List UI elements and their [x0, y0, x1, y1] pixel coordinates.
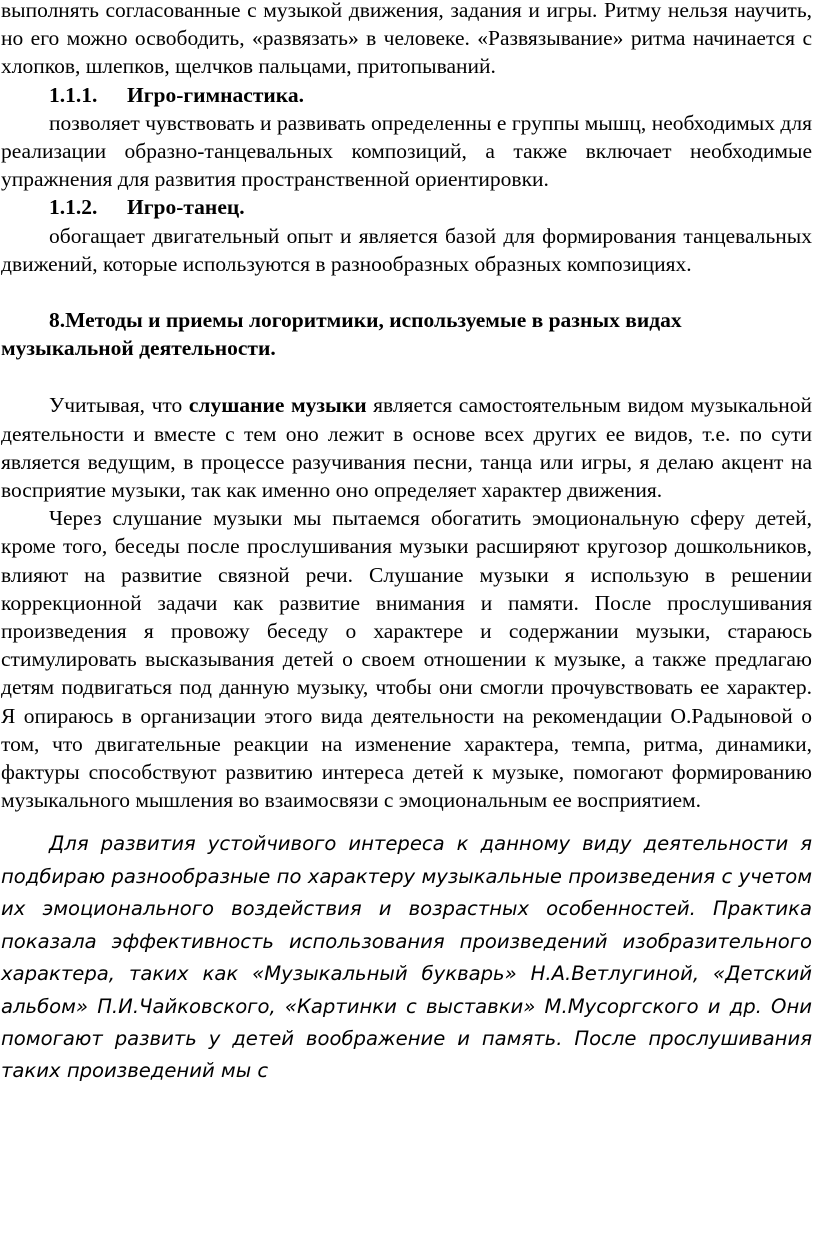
section-heading-line-2: музыкальной деятельности.	[1, 336, 276, 361]
listening-suffix: является самостоятельным видом музыкальной деятельности и вместе с тем оно лежит в основе всех других ее видов, т.е. по сути является ведущим, в процессе разучивания песни, танца или игры, я делаю акцент на восприятие музыки, так как именно оно определяет характер движения.	[1, 393, 812, 503]
subsection-heading-1-1-1	[1, 81, 812, 109]
listening-bold-term: слушание музыки	[188, 393, 367, 418]
subsection-number: 1.1.1.	[49, 82, 98, 107]
section-heading-line-1: 8.Методы и приемы логоритмики, используемые в разных видах	[49, 308, 682, 333]
subsection-number: 1.1.2.	[49, 195, 98, 220]
subsection-heading-1-1-2	[1, 193, 812, 221]
paragraph-intro: выполнять согласованные с музыкой движения, задания и игры. Ритму нельзя научить, но его можно освободить, «развязать» в человеке. «Развязывание» ритма начинается с хлопков, шлепков, щелчков пальцами, притопываний.	[1, 0, 812, 79]
subsection-title: Игро-танец.	[127, 195, 245, 220]
paragraph-listening	[1, 391, 812, 504]
paragraph-dance: обогащает двигательный опыт и является базой для формирования танцевальных движений, которые используются в разнообразных образных композициях.	[1, 223, 812, 276]
paragraph-gymnastics: позволяет чувствовать и развивать определенны е группы мышц, необходимых для реализации образно-танцевальных композиций, а также включает необходимые упражнения для развития пространственной ориентировки.	[1, 110, 812, 192]
paragraph-through-listening: Через слушание музыки мы пытаемся обогатить эмоциональную сферу детей, кроме того, беседы после прослушивания музыки расширяют кругозор дошкольников, влияют на развитие связной речи. Слушание музыки я использую в решении коррекционной задачи как развитие внимания и памяти. После прослушивания произведения я провожу беседу о характере и содержании музыки, стараюсь стимулировать высказывания детей о своем отношении к музыке, а также предлагаю детям подвигаться под данную музыку, чтобы они смогли прочувствовать ее характер. Я опираюсь в организации этого вида деятельности на рекомендации О.Радыновой о том, что двигательные реакции на изменение характера, темпа, ритма, динамики, фактуры способствуют развитию интереса детей к музыке, помогают формированию музыкального мышления во взаимосвязи с эмоциональным ее восприятием.	[1, 506, 812, 813]
paragraph-italic-interest: Для развития устойчивого интереса к данному виду деятельности я подбираю разнообразные по характеру музыкальные произведения с учетом их эмоционального воздействия и возрастных особенностей. Практика показала эффективность использования произведений изобразительного характера, таких как «Музыкальный букварь» Н.А.Ветлугиной, «Детский альбом» П.И.Чайковского, «Картинки с выставки» М.Мусоргского и др. Они помогают развить у детей воображение и память. После прослушивания таких произведений мы с	[1, 832, 812, 1083]
subsection-title: Игро-гимнастика.	[127, 82, 304, 107]
section-heading-8	[1, 306, 812, 362]
listening-prefix: Учитывая, что	[49, 393, 189, 418]
